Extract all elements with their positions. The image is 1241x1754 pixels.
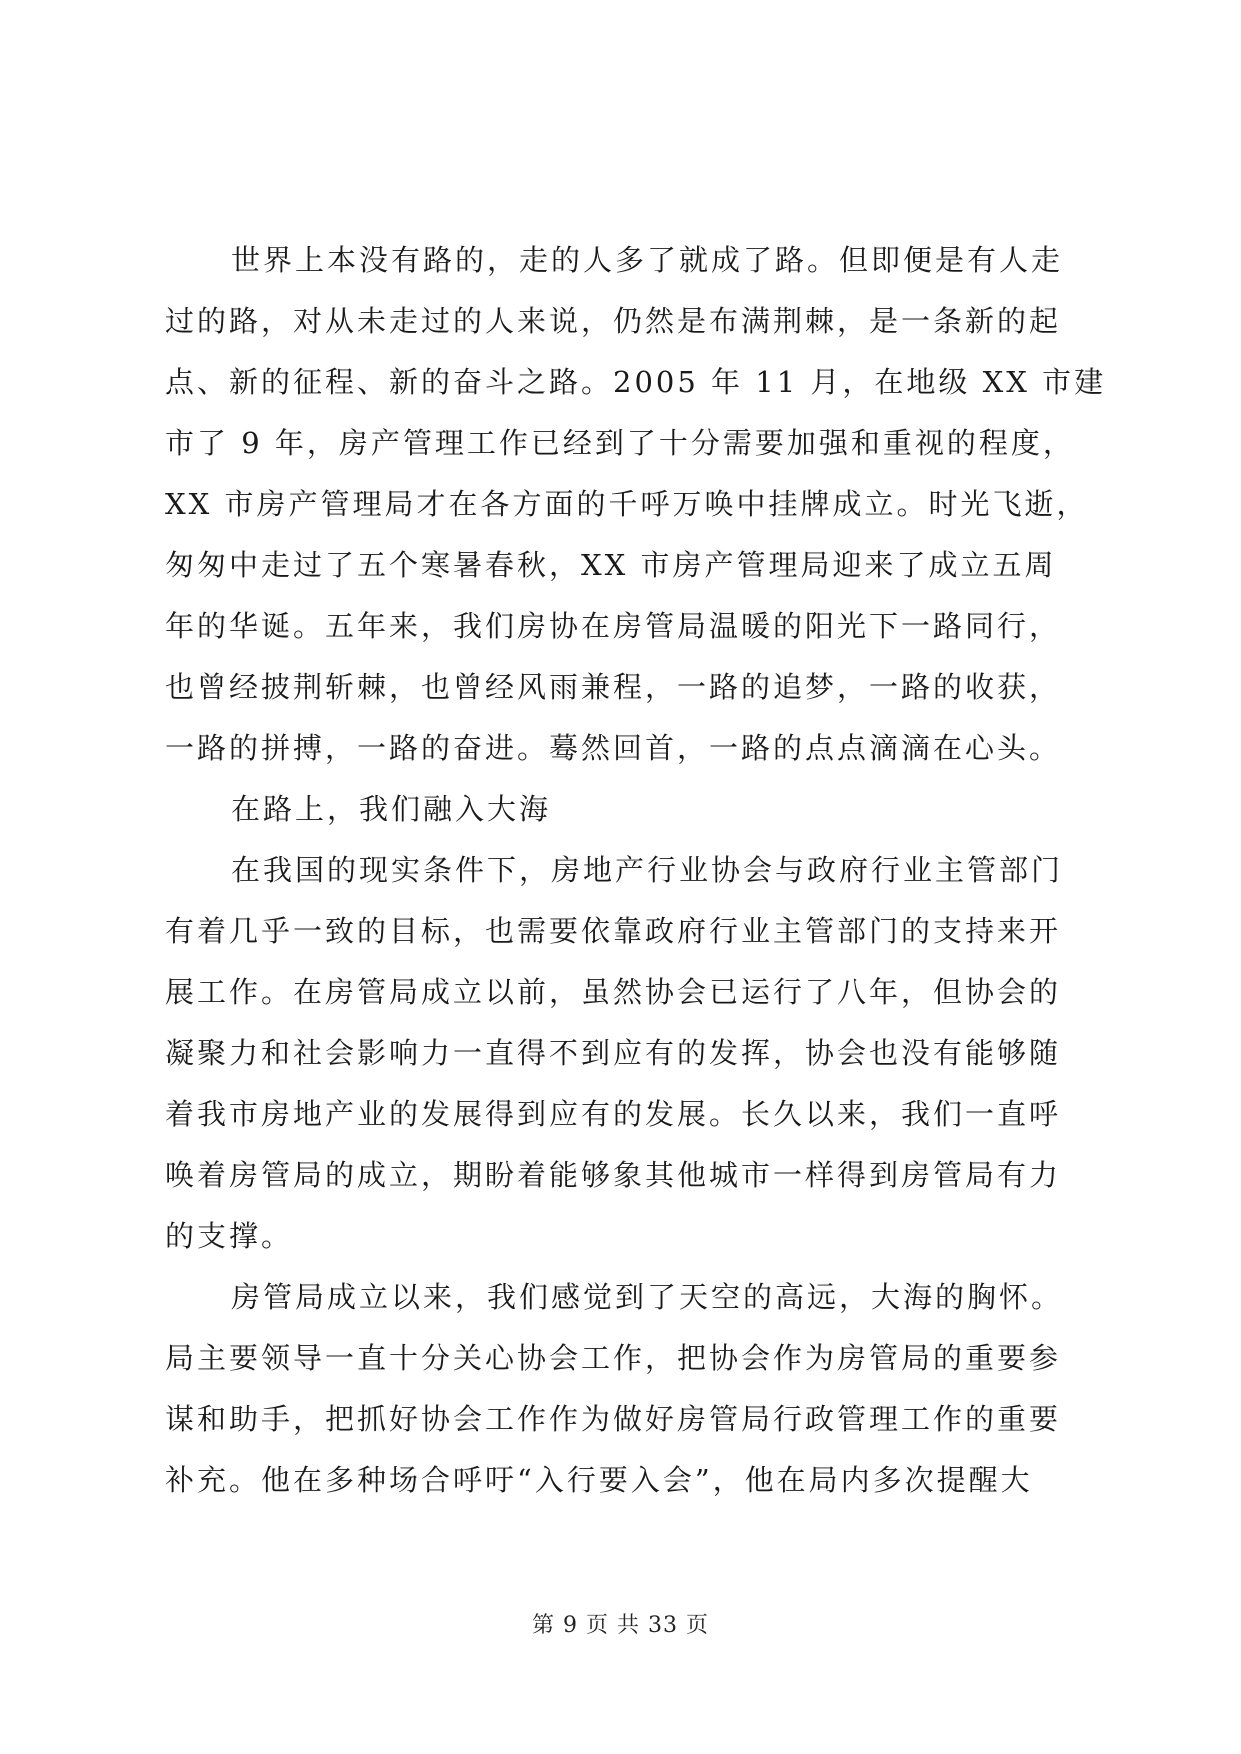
- text-line: 有着几乎一致的目标，也需要依靠政府行业主管部门的支持来开: [165, 914, 1062, 948]
- text-line: 匆匆中走过了五个寒暑春秋，XX 市房产管理局迎来了成立五周: [165, 548, 1057, 582]
- text-line: XX 市房产管理局才在各方面的千呼万唤中挂牌成立。时光飞逝，: [165, 487, 1089, 521]
- text-line: 也曾经披荆斩棘，也曾经风雨兼程，一路的追梦，一路的收获，: [165, 670, 1062, 704]
- text-line: 凝聚力和社会影响力一直得不到应有的发挥，协会也没有能够随: [165, 1036, 1062, 1070]
- text-line: 一路的拼搏，一路的奋进。蓦然回首，一路的点点滴滴在心头。: [165, 731, 1062, 765]
- text-line: 补充。他在多种场合呼吁“入行要入会”，他在局内多次提醒大: [165, 1463, 1033, 1497]
- text-line: 过的路，对从未走过的人来说，仍然是布满荆棘，是一条新的起: [165, 304, 1062, 338]
- text-line: 展工作。在房管局成立以前，虽然协会已运行了八年，但协会的: [165, 975, 1062, 1009]
- section-heading: 在路上，我们融入大海: [231, 792, 552, 826]
- page-number-footer: 第 9 页 共 33 页: [532, 1613, 709, 1638]
- text-line-paragraph-start: 房管局成立以来，我们感觉到了天空的高远，大海的胸怀。: [231, 1280, 1064, 1314]
- text-line: 局主要领导一直十分关心协会工作，把协会作为房管局的重要参: [165, 1341, 1062, 1375]
- text-line: 市了 9 年，房产管理工作已经到了十分需要加强和重视的程度，: [165, 426, 1075, 460]
- text-line: 点、新的征程、新的奋斗之路。2005 年 11 月，在地级 XX 市建: [165, 365, 1107, 399]
- text-line: 的支撑。: [165, 1219, 294, 1253]
- text-line: 着我市房地产业的发展得到应有的发展。长久以来，我们一直呼: [165, 1097, 1062, 1131]
- text-line-paragraph-start: 世界上本没有路的，走的人多了就成了路。但即便是有人走: [231, 243, 1064, 277]
- text-line: 谋和助手，把抓好协会工作作为做好房管局行政管理工作的重要: [165, 1402, 1062, 1436]
- text-line-paragraph-start: 在我国的现实条件下，房地产行业协会与政府行业主管部门: [231, 853, 1064, 887]
- document-body: [165, 230, 1107, 1511]
- text-line: 年的华诞。五年来，我们房协在房管局温暖的阳光下一路同行，: [165, 609, 1062, 643]
- text-line: 唤着房管局的成立，期盼着能够象其他城市一样得到房管局有力: [165, 1158, 1062, 1192]
